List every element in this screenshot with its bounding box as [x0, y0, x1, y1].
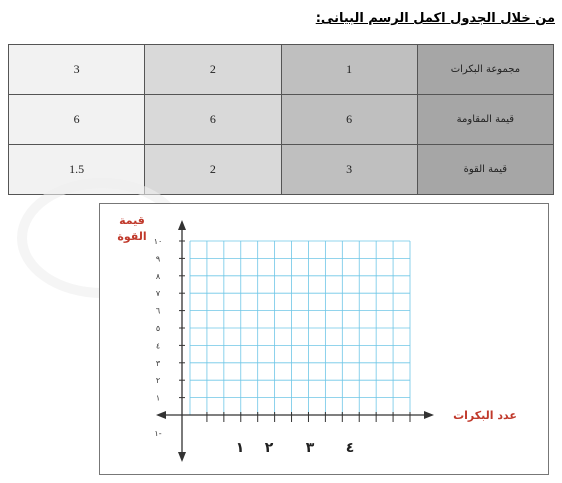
y-tick-label: ٤: [155, 341, 161, 351]
pulley-data-table: [8, 44, 554, 195]
table-cell: 6: [145, 95, 281, 145]
y-tick-label: ١: [155, 393, 161, 403]
table-cell: 1.5: [9, 145, 145, 195]
x-tick-label: ٣: [305, 440, 315, 456]
table-row: [9, 95, 554, 145]
y-axis-label-line1: قيمة: [119, 214, 145, 227]
x-axis: [156, 411, 434, 419]
y-tick-label: ٢: [155, 376, 161, 386]
y-tick-label: ٧: [155, 289, 161, 299]
row-label-force: قيمة القوة: [417, 145, 553, 195]
table-cell: 3: [281, 145, 417, 195]
row-label-resistance: قيمة المقاومة: [417, 95, 553, 145]
y-tick-label: ٥: [155, 324, 161, 333]
y-tick-marks: [154, 237, 185, 403]
row-label-pulley-count: مجموعة البكرات: [417, 45, 553, 95]
x-axis-label: عدد البكرات: [453, 409, 517, 422]
x-axis-arrow-icon: [424, 411, 434, 419]
graph-grid: [100, 204, 548, 474]
y-axis: [178, 220, 186, 462]
table-cell: 6: [9, 95, 145, 145]
table-cell: 6: [281, 95, 417, 145]
blank-graph-frame: [99, 203, 549, 475]
x-tick-label: ٤: [345, 440, 355, 456]
x-tick-label: ٢: [264, 440, 274, 456]
table-cell: 2: [145, 45, 281, 95]
y-tick-label: ١٠: [153, 237, 163, 246]
y-neg-tick-label: ١-: [154, 429, 162, 438]
x-tick-marks: [207, 412, 410, 456]
table-cell: 1: [281, 45, 417, 95]
grid-lines: [190, 241, 410, 415]
table-cell: 3: [9, 45, 145, 95]
x-axis-arrow-left-icon: [156, 411, 166, 419]
y-tick-label: ٣: [155, 358, 161, 368]
x-tick-label: ١: [235, 440, 245, 456]
y-tick-label: ٩: [155, 254, 161, 264]
y-tick-label: ٨: [155, 271, 161, 281]
worksheet-instruction: من خلال الجدول اكمل الرسم البيانى:: [315, 11, 555, 26]
table-row: [9, 45, 554, 95]
y-axis-arrow-icon: [178, 220, 186, 230]
table-cell: 2: [145, 145, 281, 195]
y-tick-label: ٦: [155, 306, 161, 316]
y-axis-label-line2: القوة: [117, 230, 147, 243]
y-axis-arrow-down-icon: [178, 452, 186, 462]
